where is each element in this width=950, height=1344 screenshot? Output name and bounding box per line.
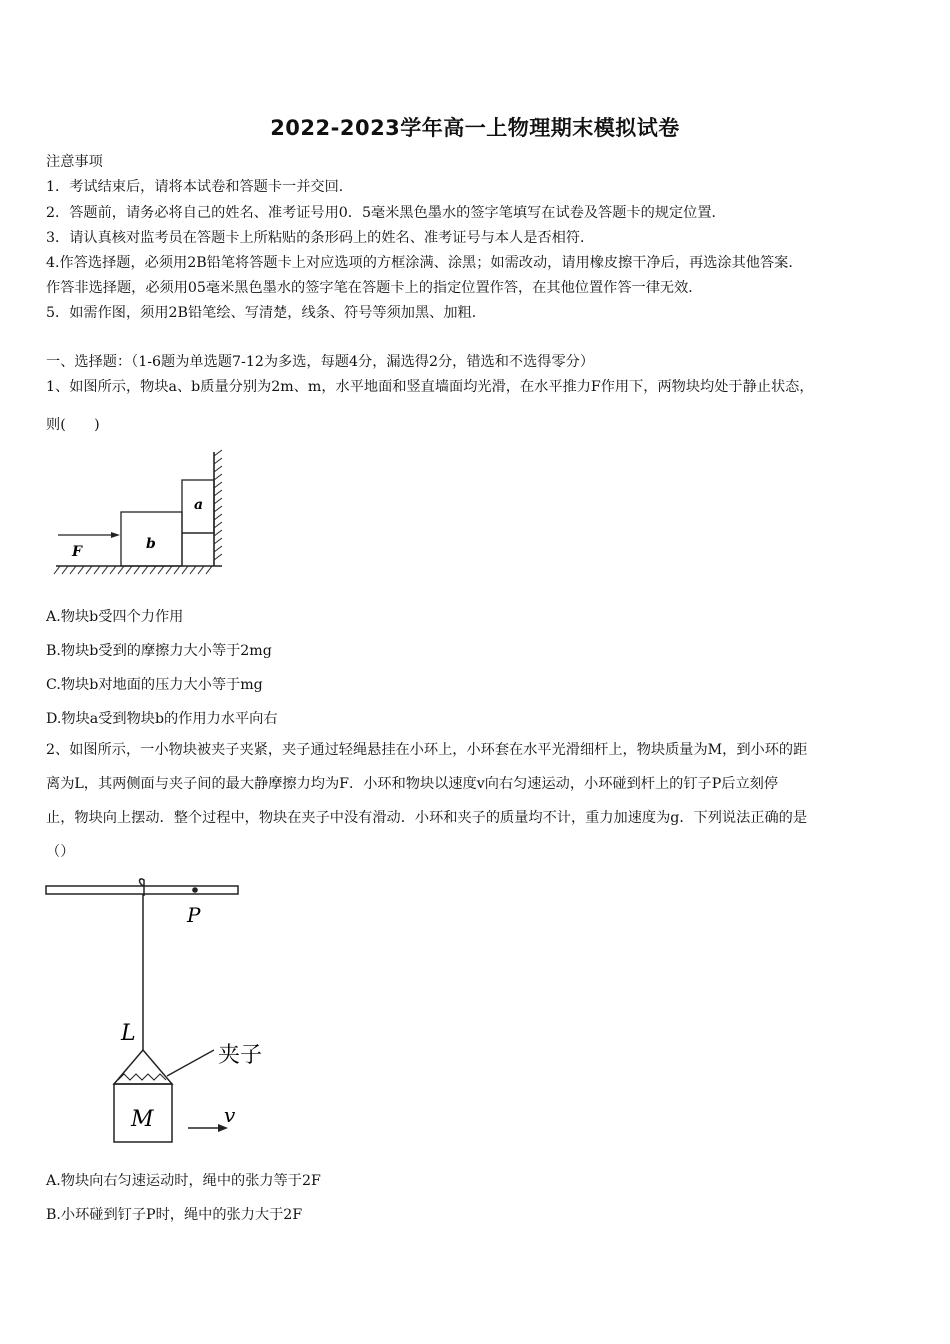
- notice-item: 4.作答选择题，必须用2B铅笔将答题卡上对应选项的方框涂满、涂黑；如需改动，请用橡皮擦干净后，再选涂其他答案．: [46, 255, 803, 271]
- notice-item: 3．请认真核对监考员在答题卡上所粘贴的条形码上的姓名、准考证号与本人是否相符．: [46, 230, 595, 246]
- question-1-figure: [50, 448, 240, 578]
- label-L: L: [121, 1021, 136, 1046]
- horizontal-rod: [46, 886, 238, 894]
- label-M: M: [131, 1107, 154, 1132]
- question-line: 离为L，其两侧面与夹子间的最大静摩擦力均为F．小环和物块以速度v向右匀速运动，小环碰到杆上的钉子P后立刻停: [46, 776, 779, 792]
- notice-item: 作答非选择题，必须用05毫米黑色墨水的签字笔在答题卡上的指定位置作答，在其他位置作答一律无效．: [46, 280, 703, 296]
- label-P: P: [187, 903, 201, 927]
- page-title: 2022-2023学年高一上物理期末模拟试卷: [270, 116, 680, 140]
- option-b: B.小环碰到钉子P时，绳中的张力大于2F: [46, 1207, 303, 1223]
- option-b: B.物块b受到的摩擦力大小等于2mg: [46, 643, 272, 659]
- question-2-figure: [40, 878, 290, 1148]
- nail-P: [192, 887, 198, 893]
- question-line: （）: [46, 844, 75, 860]
- notice-item: 2．答题前，请务必将自己的姓名、准考证号用0．5毫米黑色墨水的签字笔填写在试卷及答题卡的规定位置．: [46, 205, 726, 221]
- ground-hatch: [54, 566, 222, 574]
- label-F: F: [72, 544, 82, 560]
- option-a: A.物块向右匀速运动时，绳中的张力等于2F: [46, 1173, 321, 1189]
- option-c: C.物块b对地面的压力大小等于mg: [46, 677, 263, 693]
- option-a: A.物块b受四个力作用: [46, 609, 184, 625]
- question-line: 2、如图所示，一小物块被夹子夹紧，夹子通过轻绳悬挂在小环上，小环套在水平光滑细杆上，物块质量为M，到小环的距: [46, 742, 808, 758]
- notice-item: 1．考试结束后，请将本试卷和答题卡一并交回．: [46, 179, 353, 195]
- option-d: D.物块a受到物块b的作用力水平向右: [46, 711, 278, 727]
- arrow-head: [111, 532, 120, 538]
- label-b: b: [146, 536, 156, 552]
- label-a: a: [194, 497, 204, 513]
- question-1-stem: [46, 370, 908, 442]
- clip-teeth: [118, 1074, 166, 1080]
- question-line: 则( ): [46, 417, 100, 433]
- question-line: 1、如图所示，物块a、b质量分别为2m、m，水平地面和竖直墙面均光滑，在水平推力F作用下，两物块均处于静止状态，: [46, 379, 814, 395]
- clip-pointer: [167, 1050, 214, 1076]
- label-clip: 夹子: [218, 1043, 263, 1068]
- section-heading: 一、选择题：（1-6题为单选题7-12为多选，每题4分，漏选得2分，错选和不选得零分）: [46, 354, 595, 370]
- label-v: v: [224, 1103, 236, 1127]
- wall-hatch: [214, 450, 222, 566]
- question-2-stem: [46, 733, 908, 869]
- question-line: 止，物块向上摆动．整个过程中，物块在夹子中没有滑动．小环和夹子的质量均不计，重力加速度为g．下列说法正确的是: [46, 810, 808, 826]
- notice-heading: 注意事项: [46, 154, 103, 170]
- notice-item: 5．如需作图，须用2B铅笔绘、写清楚，线条、符号等须加黑、加粗．: [46, 305, 486, 321]
